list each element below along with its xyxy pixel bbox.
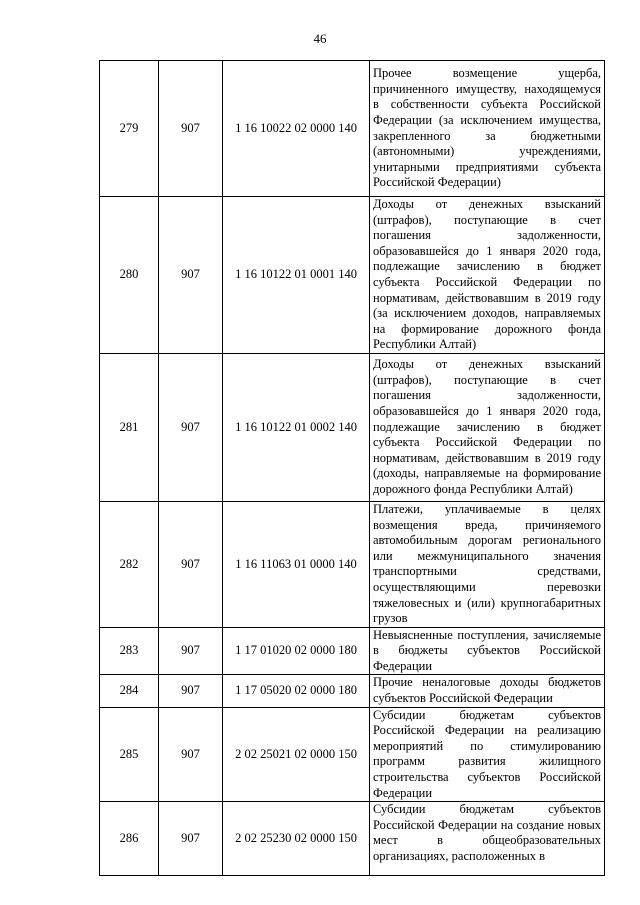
administrator-code: 907: [159, 707, 223, 802]
table-row: [100, 501, 605, 627]
budget-classification-code: 1 16 10022 02 0000 140: [223, 61, 370, 197]
revenue-name: Субсидии бюджетам субъектов Российской Федерации на создание новых мест в общеобразовательных организациях, расположенных в: [370, 802, 605, 876]
administrator-code: 907: [159, 675, 223, 707]
administrator-code: 907: [159, 627, 223, 675]
budget-classification-code: 1 16 10122 01 0001 140: [223, 197, 370, 354]
row-number: 281: [100, 353, 159, 501]
revenue-name: Прочее возмещение ущерба, причиненного имуществу, находящемуся в собственности субъекта Российской Федерации (за исключением имущества, закрепленного за бюджетными (автономными) учреждениями, унитарными предприятиями субъекта Российской Федерации): [370, 61, 605, 197]
revenue-name: Субсидии бюджетам субъектов Российской Федерации на реализацию мероприятий по стимулированию программ развития жилищного строительства субъектов Российской Федерации: [370, 707, 605, 802]
row-number: 282: [100, 501, 159, 627]
revenue-name: Прочие неналоговые доходы бюджетов субъектов Российской Федерации: [370, 675, 605, 707]
row-number: 285: [100, 707, 159, 802]
row-number: 284: [100, 675, 159, 707]
budget-classification-code: 1 17 05020 02 0000 180: [223, 675, 370, 707]
row-number: 280: [100, 197, 159, 354]
row-number: 286: [100, 802, 159, 876]
table-row: [100, 707, 605, 802]
budget-classification-code: 1 16 10122 01 0002 140: [223, 353, 370, 501]
table-row: [100, 353, 605, 501]
table-row: [100, 197, 605, 354]
budget-classification-code: 1 17 01020 02 0000 180: [223, 627, 370, 675]
row-number: 279: [100, 61, 159, 197]
revenue-name: Доходы от денежных взысканий (штрафов), поступающие в счет погашения задолженности, образовавшейся до 1 января 2020 года, подлежащие зачислению в бюджет субъекта Российской Федерации по нормативам, действовавшим в 2019 году (за исключением доходов, направляемых на формирование дорожного фонда Республики Алтай): [370, 197, 605, 354]
revenue-name: Невыясненные поступления, зачисляемые в бюджеты субъектов Российской Федерации: [370, 627, 605, 675]
budget-classification-code: 1 16 11063 01 0000 140: [223, 501, 370, 627]
revenue-name: Платежи, уплачиваемые в целях возмещения вреда, причиняемого автомобильным дорогам регионального или межмуниципального значения транспортными средствами, осуществляющими перевозки тяжеловесных и (или) крупногабаритных грузов: [370, 501, 605, 627]
administrator-code: 907: [159, 353, 223, 501]
administrator-code: 907: [159, 802, 223, 876]
administrator-code: 907: [159, 197, 223, 354]
table-row: [100, 675, 605, 707]
budget-revenue-table: [99, 60, 605, 876]
revenue-name: Доходы от денежных взысканий (штрафов), поступающие в счет погашения задолженности, образовавшейся до 1 января 2020 года, подлежащие зачислению в бюджет субъекта Российской Федерации по нормативам, действовавшим в 2019 году (доходы, направляемые на формирование дорожного фонда Республики Алтай): [370, 353, 605, 501]
table-row: [100, 627, 605, 675]
row-number: 283: [100, 627, 159, 675]
table-row: [100, 802, 605, 876]
page-number: 46: [313, 31, 327, 46]
administrator-code: 907: [159, 501, 223, 627]
budget-classification-code: 2 02 25021 02 0000 150: [223, 707, 370, 802]
table-row: [100, 61, 605, 197]
budget-classification-code: 2 02 25230 02 0000 150: [223, 802, 370, 876]
administrator-code: 907: [159, 61, 223, 197]
